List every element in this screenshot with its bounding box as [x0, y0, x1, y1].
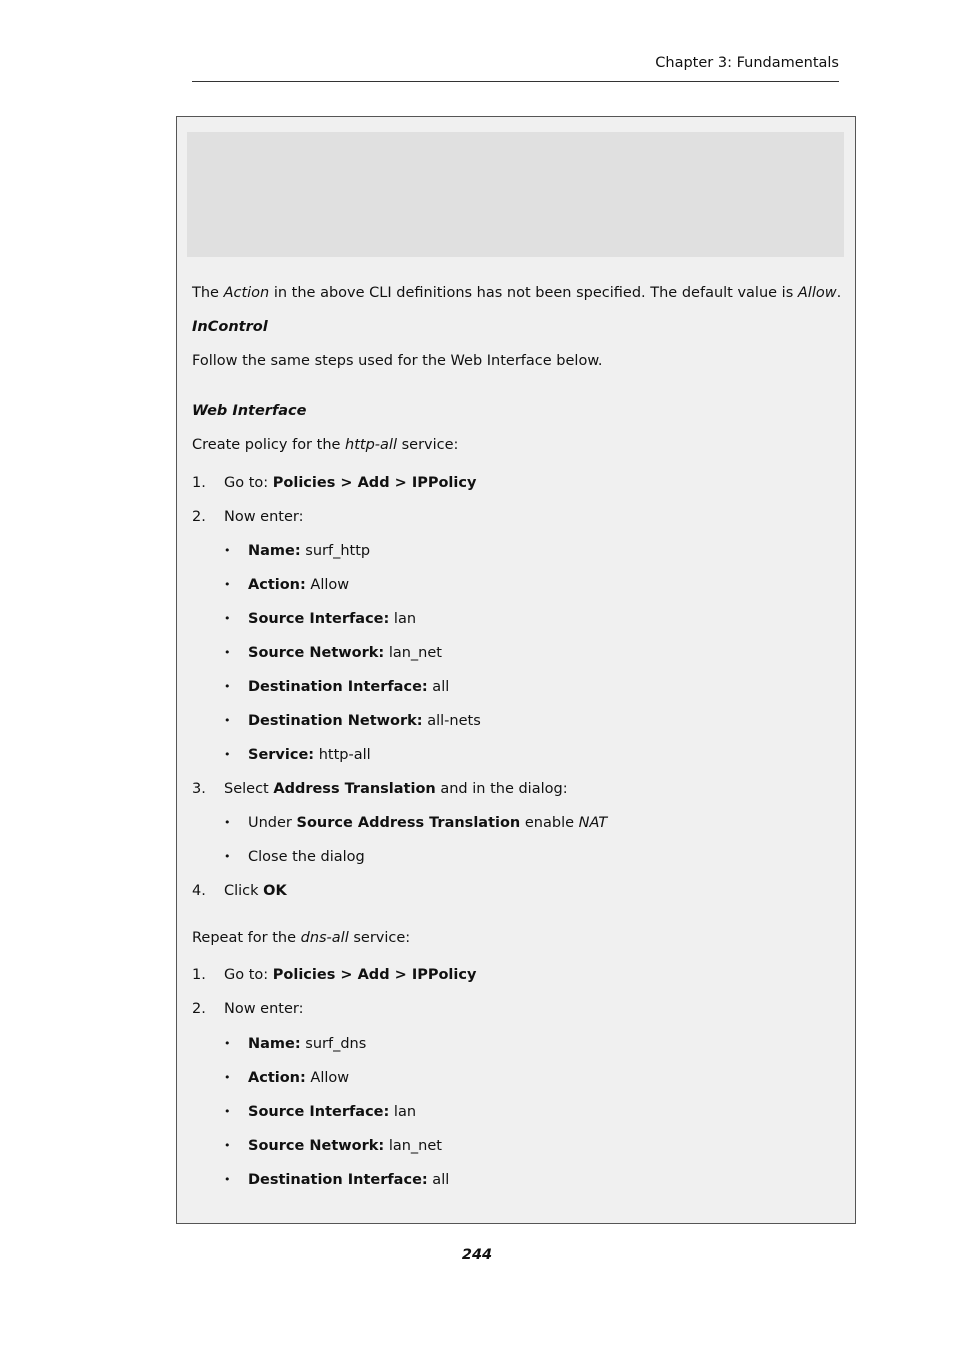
bullet: • — [224, 544, 231, 557]
field-item: Source Interface: lan — [248, 1104, 417, 1120]
field-item: Service: http-all — [248, 747, 371, 763]
field-item: Name: surf_http — [248, 543, 371, 559]
field-item: Source Interface: lan — [248, 611, 417, 627]
bullet: • — [224, 850, 231, 863]
field-item: Destination Network: all-nets — [248, 713, 481, 729]
bullet: • — [224, 1071, 231, 1084]
field-item: Source Network: lan_net — [248, 645, 442, 661]
field-item: Destination Interface: all — [248, 1172, 450, 1188]
cli-code-area — [187, 132, 844, 257]
sub-step-nat: Under Source Address Translation enable NAT — [248, 815, 608, 831]
repeat-dns-text: Repeat for the dns-all service: — [192, 930, 411, 946]
page-number: 244 — [461, 1247, 493, 1263]
step-number: 2. — [192, 509, 206, 525]
bullet: • — [224, 578, 231, 591]
step-number: 3. — [192, 781, 206, 797]
sub-step-close: Close the dialog — [248, 849, 365, 865]
create-policy-text: Create policy for the http-all service: — [192, 437, 459, 453]
bullet: • — [224, 612, 231, 625]
step-goto: Go to: Policies > Add > IPPolicy — [224, 475, 477, 491]
field-item: Name: surf_dns — [248, 1036, 367, 1052]
step-address-translation: Select Address Translation and in the dialog: — [224, 781, 568, 797]
bullet: • — [224, 714, 231, 727]
step-number: 2. — [192, 1001, 206, 1017]
step-goto: Go to: Policies > Add > IPPolicy — [224, 967, 477, 983]
field-item: Action: Allow — [248, 1070, 350, 1086]
bullet: • — [224, 748, 231, 761]
page-header — [192, 55, 839, 82]
step-now-enter: Now enter: — [224, 1001, 304, 1017]
step-now-enter: Now enter: — [224, 509, 304, 525]
field-item: Action: Allow — [248, 577, 350, 593]
default-action-paragraph: The Action in the above CLI definitions has not been specified. The default value is Allow. — [192, 285, 842, 301]
field-item: Destination Interface: all — [248, 679, 450, 695]
step-number: 1. — [192, 475, 206, 491]
bullet: • — [224, 1173, 231, 1186]
chapter-title: Chapter 3: Fundamentals — [655, 55, 839, 71]
step-number: 1. — [192, 967, 206, 983]
incontrol-heading: InControl — [192, 319, 268, 335]
bullet: • — [224, 646, 231, 659]
bullet: • — [224, 1139, 231, 1152]
bullet: • — [224, 816, 231, 829]
example-box — [176, 116, 856, 1224]
field-item: Source Network: lan_net — [248, 1138, 442, 1154]
step-number: 4. — [192, 883, 206, 899]
bullet: • — [224, 680, 231, 693]
bullet: • — [224, 1105, 231, 1118]
incontrol-text: Follow the same steps used for the Web Interface below. — [192, 353, 603, 369]
web-interface-heading: Web Interface — [192, 403, 307, 419]
bullet: • — [224, 1037, 231, 1050]
step-click-ok: Click OK — [224, 883, 287, 899]
